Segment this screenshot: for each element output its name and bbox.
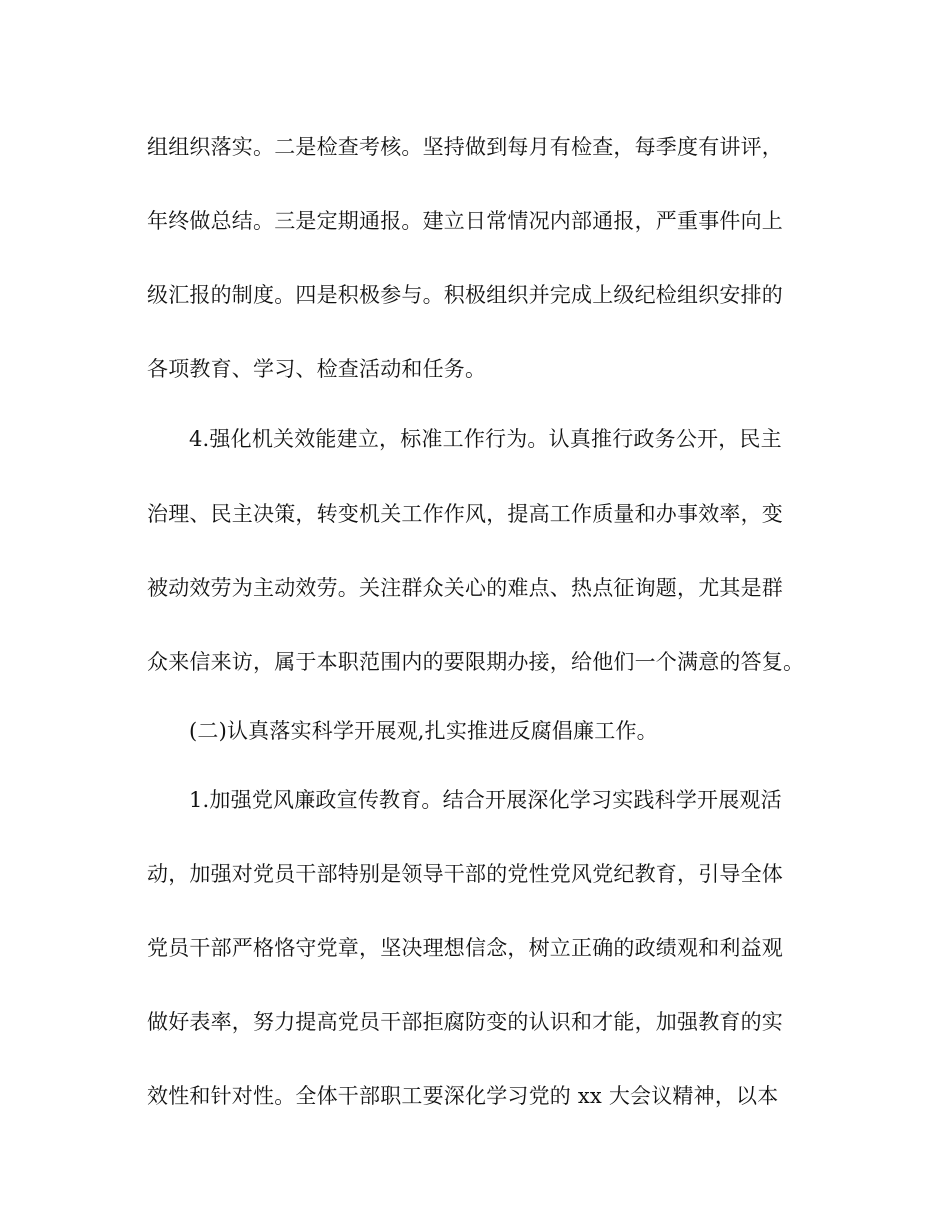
paragraph-line: 动，加强对党员干部特别是领导干部的党性党风党纪教育，引导全体 [147, 862, 783, 886]
paragraph-line: 组组织落实。二是检查考核。坚持做到每月有检查，每季度有讲评， [147, 135, 783, 159]
paragraph-line: 做好表率，努力提高党员干部拒腐防变的认识和才能，加强教育的实 [147, 1010, 783, 1034]
paragraph-line: 被动效劳为主动效劳。关注群众关心的难点、热点征询题，尤其是群 [147, 576, 783, 600]
paragraph-line: 效性和针对性。全体干部职工要深化学习党的 xx 大会议精神，以本 [147, 1084, 779, 1108]
paragraph-line: 各项教育、学习、检查活动和任务。 [147, 357, 487, 381]
paragraph-line: 治理、民主决策，转变机关工作作风，提高工作质量和办事效率，变 [147, 502, 783, 526]
paragraph-line: 年终做总结。三是定期通报。建立日常情况内部通报，严重事件向上 [147, 209, 783, 233]
section-heading-1: 1.加强党风廉政宣传教育。结合开展深化学习实践科学开展观活 [189, 788, 782, 812]
paragraph-line: 众来信来访，属于本职范围内的要限期办接，给他们一个满意的答复。 [147, 650, 805, 674]
section-heading-4: 4.强化机关效能建立，标准工作行为。认真推行政务公开，民主 [189, 427, 782, 451]
section-heading-2: (二)认真落实科学开展观,扎实推进反腐倡廉工作。 [189, 719, 658, 743]
paragraph-line: 党员干部严格恪守党章，坚决理想信念，树立正确的政绩观和利益观 [147, 936, 783, 960]
paragraph-line: 级汇报的制度。四是积极参与。积极组织并完成上级纪检组织安排的 [147, 283, 783, 307]
